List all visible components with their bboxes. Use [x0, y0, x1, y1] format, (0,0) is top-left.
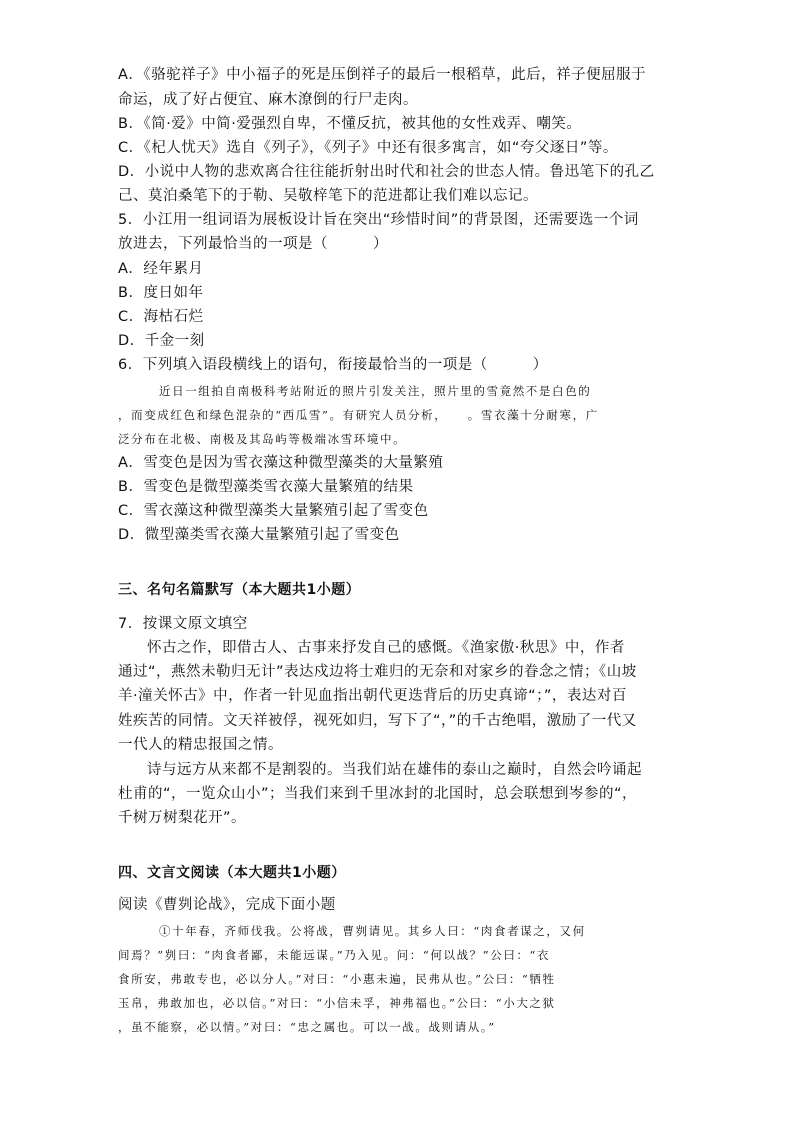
q4-option-b: B．《简·爱》中简·爱强烈自卑，不懂反抗，被其他的女性戏弄、嘲笑。: [118, 116, 582, 132]
q4-option-c: C．《杞人忧天》选自《列子》，《列子》中还有很多寓言，如“夸父逐日”等。: [118, 140, 618, 156]
q7-paragraph-line: 诗与远方从来都不是割裂的。当我们站在雄伟的泰山之巅时，自然会吟诵起: [147, 762, 642, 778]
q6-option-b: B．雪变色是微型藻类雪衣藻大量繁殖的结果: [118, 479, 414, 495]
q5-option-d: D．千金一刻: [118, 333, 205, 349]
q5-option-b: B．度日如年: [118, 285, 204, 301]
q4-option-a: A．《骆驼祥子》中小福子的死是压倒祥子的最后一根稻草，此后，祥子便屈服于: [118, 67, 647, 83]
q7-paragraph-line: 通过“，燕然未勒归无计”表达戍边将士难归的无奈和对家乡的眷念之情；《山坡: [118, 664, 637, 680]
section3-heading: 三、名句名篇默写（本大题共1小题）: [118, 582, 361, 598]
q5-option-c: C．海枯石烂: [118, 309, 204, 325]
classical-passage-line: 食所安，弗敢专也，必以分人。”对曰：“小惠未遍，民弗从也。”公曰：“牺牲: [118, 972, 556, 986]
q6-stem: 6．下列填入语段横线上的语句，衔接最恰当的一项是（ ）: [118, 357, 548, 373]
classical-passage-line: 间焉？”刿曰：“肉食者鄙，未能远谋。”乃入见。问：“何以战？”公曰：“衣: [118, 948, 551, 962]
q4-option-d: D．小说中人物的悲欢离合往往能折射出时代和社会的世态人情。鲁迅笔下的孔乙: [118, 164, 655, 180]
q7-paragraph-line: 千树万树梨花开”。: [118, 810, 247, 826]
section4-intro: 阅读《曹刿论战》，完成下面小题: [118, 897, 336, 913]
q5-option-a: A．经年累月: [118, 261, 204, 277]
classical-passage-line: 玉帛，弗敢加也，必以信。”对曰：“小信未孚，神弗福也。”公曰：“小大之狱: [118, 996, 556, 1010]
q6-option-c: C．雪衣藻这种微型藻类大量繁殖引起了雪变色: [118, 503, 429, 519]
classical-passage-line: ①十年春，齐师伐我。公将战，曹刿请见。其乡人曰：“肉食者谋之，又何: [159, 924, 586, 938]
q7-paragraph-line: 一代人的精忠报国之情。: [118, 737, 283, 753]
q4-option-d-continued: 己、莫泊桑笔下的于勒、吴敬梓笔下的范进都让我们难以忘记。: [118, 188, 538, 204]
q6-passage-line: 泛分布在北极、南极及其岛屿等极端冰雪环境中。: [118, 432, 407, 446]
section4-heading: 四、文言文阅读（本大题共1小题）: [118, 865, 346, 881]
q5-stem-continued: 放进去，下列最恰当的一项是（ ）: [118, 236, 388, 252]
q6-passage-line: ，而变成红色和绿色混杂的“西瓜雪”。有研究人员分析， 。雪衣藻十分耐寒，广: [118, 408, 599, 422]
q7-paragraph-line: 羊·潼关怀古》中，作者一针见血指出朝代更迭背后的历史真谛“；”，表达对百: [118, 688, 627, 704]
q7-paragraph-line: 杜甫的“，一览众山小”；当我们来到千里冰封的北国时，总会联想到岑参的“，: [118, 786, 638, 802]
q7-paragraph-line: 怀古之作，即借古人、古事来抒发自己的感慨。《渔家傲·秋思》中，作者: [147, 640, 625, 656]
q7-title: 7．按课文原文填空: [118, 616, 248, 632]
classical-passage-line: ，虽不能察，必以情。”对曰：“忠之属也。可以一战。战则请从。”: [118, 1020, 496, 1034]
q5-stem: 5．小江用一组词语为展板设计旨在突出“珍惜时间”的背景图，还需要选一个词: [118, 212, 639, 228]
q6-passage-line: 近日一组拍自南极科考站附近的照片引发关注，照片里的雪竟然不是白色的: [159, 384, 592, 398]
q6-option-d: D．微型藻类雪衣藻大量繁殖引起了雪变色: [118, 527, 400, 543]
q7-paragraph-line: 姓疾苦的同情。文天祥被俘，视死如归，写下了“，”的千古绝唱，激励了一代又: [118, 713, 637, 729]
q6-option-a: A．雪变色是因为雪衣藻这种微型藻类的大量繁殖: [118, 455, 444, 471]
q4-option-a-continued: 命运，成了好占便宜、麻木潦倒的行尸走肉。: [118, 92, 418, 108]
